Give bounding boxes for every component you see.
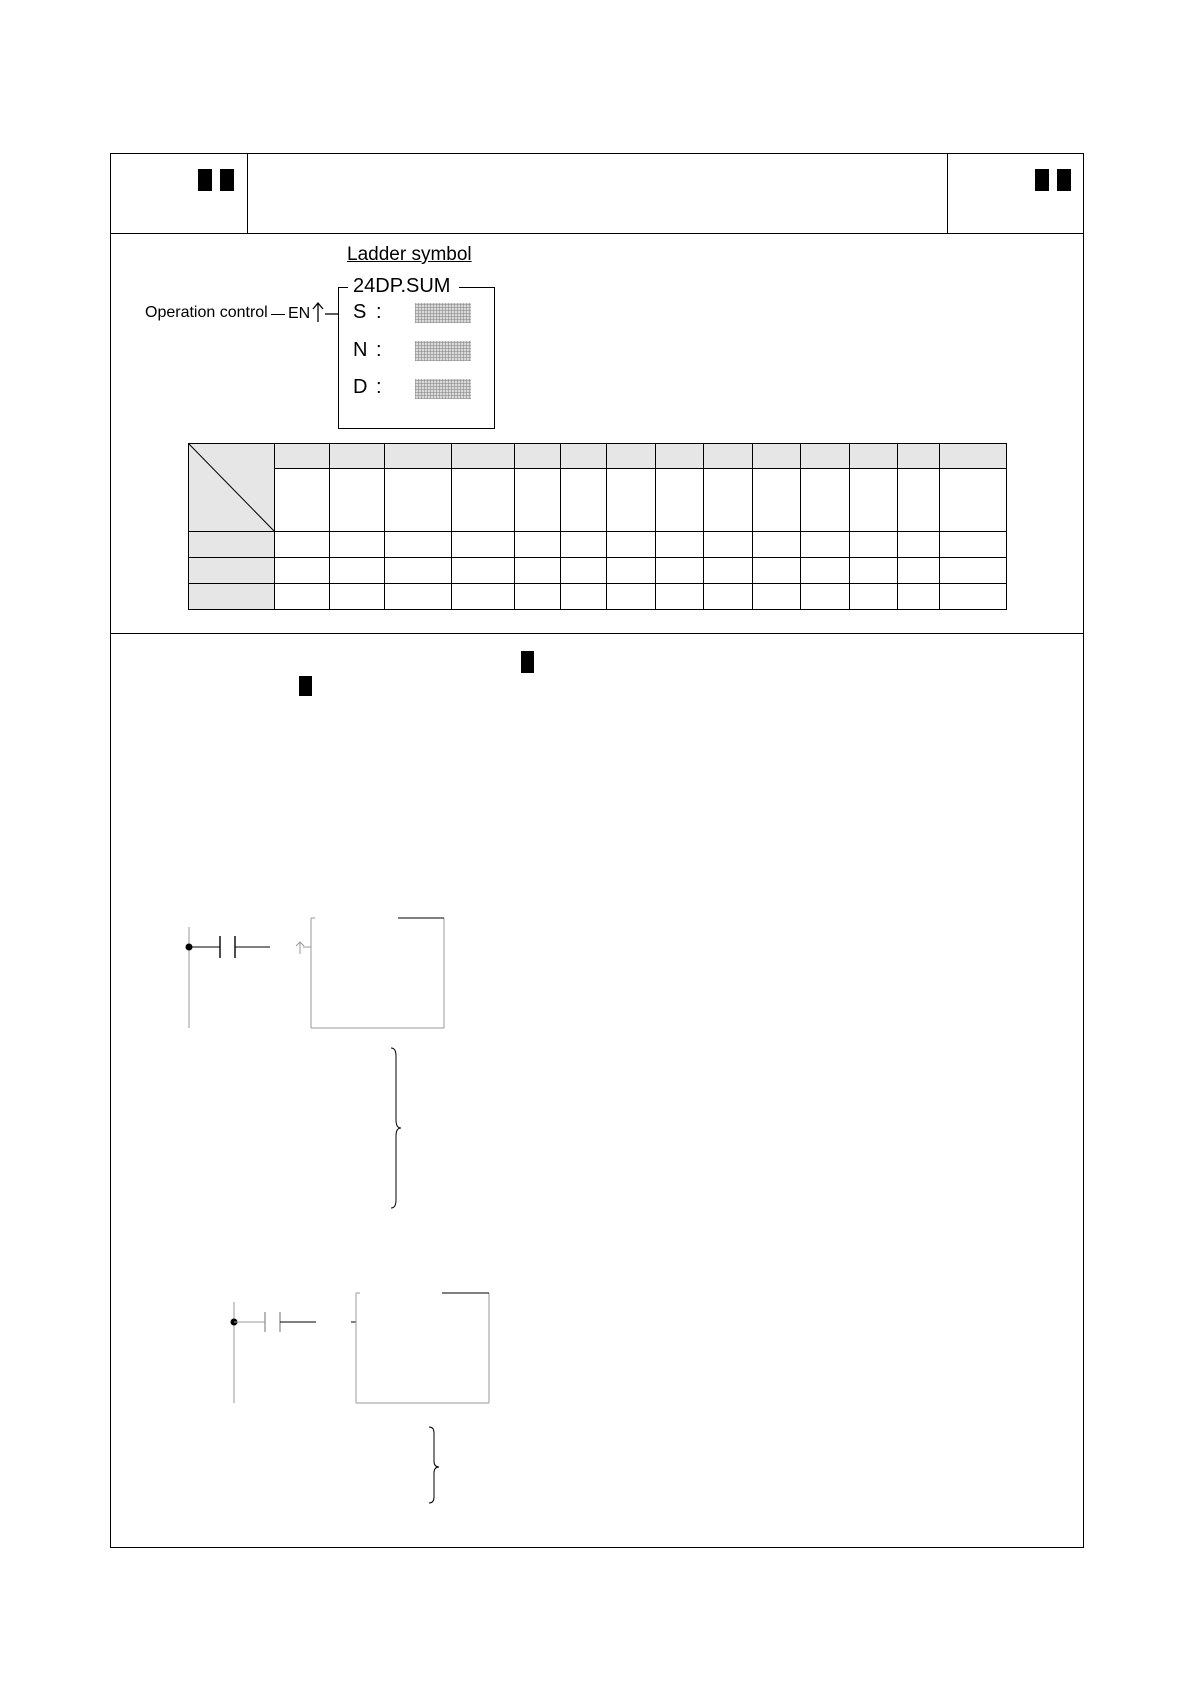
program-example-1 (180, 910, 460, 1210)
table-cell (898, 532, 940, 558)
table-row (189, 584, 1007, 610)
table-cell (850, 558, 898, 584)
table-cell (940, 584, 1007, 610)
rising-edge-icon (311, 301, 339, 323)
table-cell (753, 584, 801, 610)
explanation-redaction-2 (299, 676, 312, 696)
header-left-divider (247, 153, 248, 233)
table-cell (898, 469, 940, 532)
table-cell (704, 469, 753, 532)
table-header-cell (898, 444, 940, 469)
table-header-cell (515, 444, 561, 469)
corner-diagonal (189, 444, 275, 532)
operand-n-label: N (353, 339, 368, 361)
table-header-cell (607, 444, 656, 469)
table-cell (275, 584, 330, 610)
table-cell (607, 584, 656, 610)
operand-s-slot (415, 303, 471, 323)
ladder-symbol-heading: Ladder symbol (347, 244, 472, 265)
table-cell (656, 532, 704, 558)
table-cell (656, 469, 704, 532)
table-cell (275, 532, 330, 558)
table-cell (607, 558, 656, 584)
table-cell (561, 532, 607, 558)
table-cell (452, 584, 515, 610)
table-cell (330, 584, 385, 610)
table-cell (385, 584, 452, 610)
operand-d-colon: : (376, 376, 382, 398)
table-cell (753, 532, 801, 558)
ladder-box-top-right (459, 287, 495, 288)
operand-d-slot (415, 379, 471, 399)
table-cell (607, 532, 656, 558)
header-left-redaction-1 (198, 169, 212, 191)
table-header-cell (801, 444, 850, 469)
program-example-2 (225, 1285, 505, 1515)
table-row-header (189, 584, 275, 610)
table-cell (385, 469, 452, 532)
table-header-cell (275, 444, 330, 469)
operand-d-label: D (353, 376, 368, 398)
table-cell (656, 558, 704, 584)
table-cell (940, 558, 1007, 584)
table-cell (850, 584, 898, 610)
table-cell (898, 558, 940, 584)
table-corner-cell (189, 444, 275, 532)
table-cell (607, 469, 656, 532)
table-cell (801, 558, 850, 584)
table-row-header (189, 558, 275, 584)
table-cell (850, 469, 898, 532)
table-cell (452, 558, 515, 584)
table-cell (515, 558, 561, 584)
table-cell (330, 532, 385, 558)
instruction-name: 24DP.SUM (353, 275, 451, 297)
table-cell (561, 469, 607, 532)
table-header-cell (753, 444, 801, 469)
table-cell (515, 469, 561, 532)
table-header-cell (850, 444, 898, 469)
table-cell (452, 469, 515, 532)
operation-control-label: Operation control (145, 304, 268, 321)
en-label: EN (288, 305, 311, 322)
table-cell (753, 469, 801, 532)
table-cell (452, 532, 515, 558)
operand-s-colon: : (376, 301, 382, 323)
table-cell (385, 558, 452, 584)
table-subheader-row (189, 469, 1007, 532)
table-header-cell (940, 444, 1007, 469)
table-cell (753, 558, 801, 584)
table-cell (704, 558, 753, 584)
table-header-cell (385, 444, 452, 469)
table-cell (940, 469, 1007, 532)
table-header-row (189, 444, 1007, 469)
table-cell (704, 584, 753, 610)
table-cell (275, 558, 330, 584)
table-cell (801, 584, 850, 610)
section-divider (110, 633, 1084, 634)
table-header-cell (561, 444, 607, 469)
table-cell (898, 584, 940, 610)
header-left-redaction-2 (220, 169, 234, 191)
table-cell (515, 532, 561, 558)
table-cell (515, 584, 561, 610)
table-header-cell (330, 444, 385, 469)
table-cell (656, 584, 704, 610)
operand-n-slot (415, 341, 471, 361)
table-cell (330, 469, 385, 532)
table-row-header (189, 532, 275, 558)
operation-control-dash (271, 314, 285, 315)
table-cell (704, 532, 753, 558)
header-right-redaction-1 (1035, 169, 1049, 191)
table-cell (940, 532, 1007, 558)
table-row (189, 558, 1007, 584)
operand-n-colon: : (376, 339, 382, 361)
header-right-divider (947, 153, 948, 233)
table-cell (561, 584, 607, 610)
table-cell (801, 469, 850, 532)
explanation-redaction-1 (521, 651, 534, 673)
table-cell (801, 532, 850, 558)
table-cell (850, 532, 898, 558)
ladder-box-top-left (338, 287, 348, 288)
table-header-cell (452, 444, 515, 469)
header-right-redaction-2 (1057, 169, 1071, 191)
table-cell (561, 558, 607, 584)
table-header-cell (704, 444, 753, 469)
table-row (189, 532, 1007, 558)
table-cell (330, 558, 385, 584)
operand-s-label: S (353, 301, 367, 323)
table-header-cell (656, 444, 704, 469)
table-cell (385, 532, 452, 558)
table-cell (275, 469, 330, 532)
operand-device-table (188, 443, 1007, 610)
header-divider (110, 233, 1084, 234)
